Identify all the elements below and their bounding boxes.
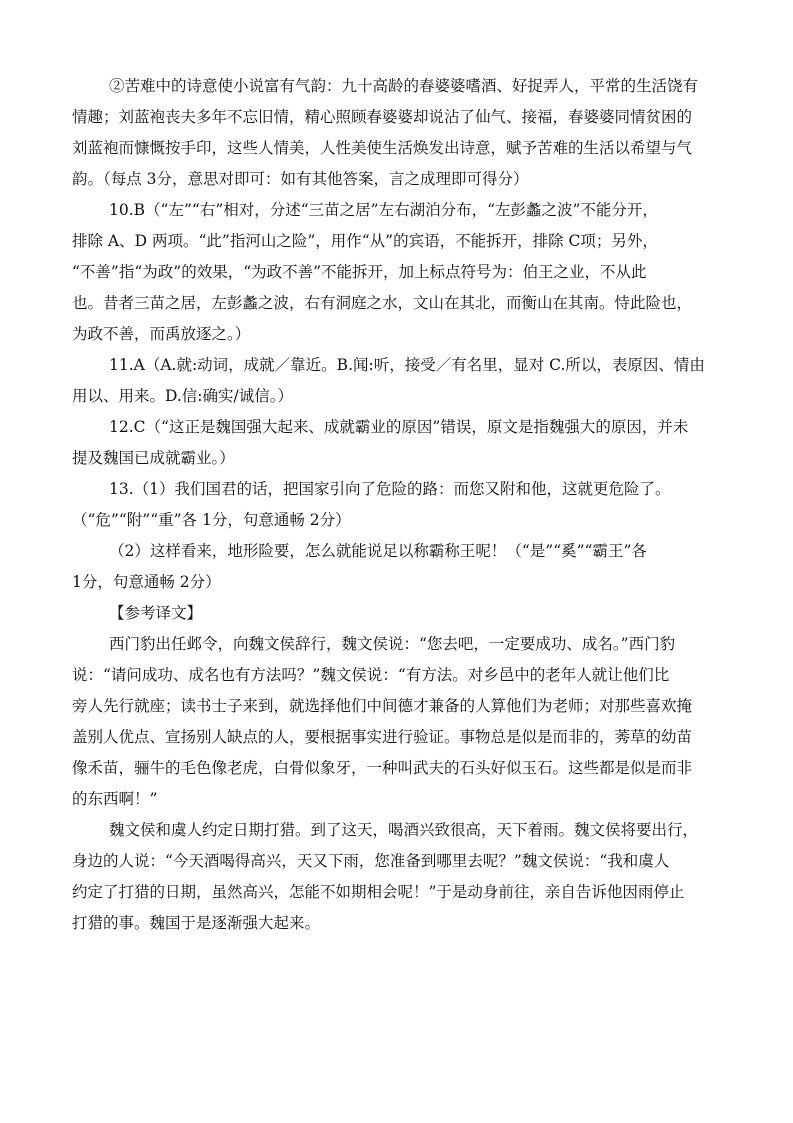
text-line: 约定了打猎的日期，虽然高兴，怎能不如期相会呢！”于是动身前往，亲自告诉他因雨停止: [72, 883, 685, 901]
text-line: 盖别人优点、宣扬别人缺点的人，要根据事实进行验证。事物总是似是而非的，莠草的幼苗: [72, 728, 693, 746]
text-line: 11.A（A.就:动词，成就／靠近。B.闻:听，接受／有名里，显对 C.所以，表原因、情由: [109, 356, 705, 374]
text-line: （“危”“附”“重”各 1分，句意通畅 2分）: [72, 511, 351, 529]
text-line: 打猎的事。魏国于是逐渐强大起来。: [72, 914, 321, 932]
text-line: “不善”指“为政”的效果，“为政不善”不能拆开，加上标点符号为：伯王之业，不从此: [72, 263, 647, 281]
text-line: 西门豹出任邺令，向魏文侯辞行，魏文侯说：“您去吧，一定要成功、成名。”西门豹: [109, 635, 676, 653]
text-line: 也。昔者三苗之居，左彭蠡之波，右有洞庭之水，文山在其北，而衡山在其南。恃此险也，: [72, 294, 693, 312]
text-line: 13.（1）我们国君的话，把国家引向了危险的路：而您又附和他，这就更危险了。: [109, 480, 671, 498]
text-line: 的东西啊！”: [72, 790, 158, 808]
text-line: 排除 A、D 两项。“此”指河山之险”，用作“从”的宾语，不能拆开，排除 C项；另外，: [72, 232, 658, 250]
text-line: （2）这样看来，地形险要，怎么就能说足以称霸称王呢！（“是”“奚”“霸王”各: [109, 542, 647, 560]
text-line: ②苦难中的诗意使小说富有气韵：九十高龄的春婆婆嗜酒、好捉弄人，平常的生活饶有: [109, 77, 699, 95]
text-line: 像禾苗，骊牛的毛色像老虎，白骨似象牙，一种叫武夫的石头好似玉石。这些都是似是而非: [72, 759, 693, 777]
text-line: 旁人先行就座；读书士子来到，就选择他们中间德才兼备的人算他们为老师；对那些喜欢掩: [72, 697, 693, 715]
text-line: 身边的人说：“今天酒喝得高兴，天又下雨，您准备到哪里去呢？”魏文侯说：“我和虞人: [72, 852, 670, 870]
text-line: 1分，句意通畅 2分）: [72, 573, 221, 591]
text-line: 为政不善，而禹放逐之。）: [72, 325, 251, 343]
text-line: 说：“请问成功、成名也有方法吗？”魏文侯说：“有方法。对乡邑中的老年人就让他们比: [72, 666, 670, 684]
text-line: 提及魏国已成就霸业。）: [72, 449, 235, 467]
text-line: 刘蓝袍而慷慨按手印，这些人情美，人性美使生活焕发出诗意，赋予苦难的生活以希望与气: [72, 139, 693, 157]
text-line: 10.B（“左”“右”相对，分述“三苗之居”左右湖泊分布，“左彭蠡之波”不能分开，: [109, 201, 658, 219]
text-line: 魏文侯和虞人约定日期打猎。到了这天，喝酒兴致很高，天下着雨。魏文侯将要出行，: [109, 821, 699, 839]
text-line: 用以、用来。D.信:确实/诚信。）: [72, 387, 293, 405]
text-line: 12.C（“这正是魏国强大起来、成就霸业的原因”错误，原文是指魏强大的原因，并未: [109, 418, 689, 436]
text-line: 韵。（每点 3分，意思对即可：如有其他答案，言之成理即可得分）: [72, 170, 529, 188]
text-line: 情趣；刘蓝袍丧夫多年不忘旧情，精心照顾春婆婆却说沾了仙气、接福，春婆婆同情贫困的: [72, 108, 693, 126]
section-heading: 【参考译文】: [109, 604, 203, 622]
